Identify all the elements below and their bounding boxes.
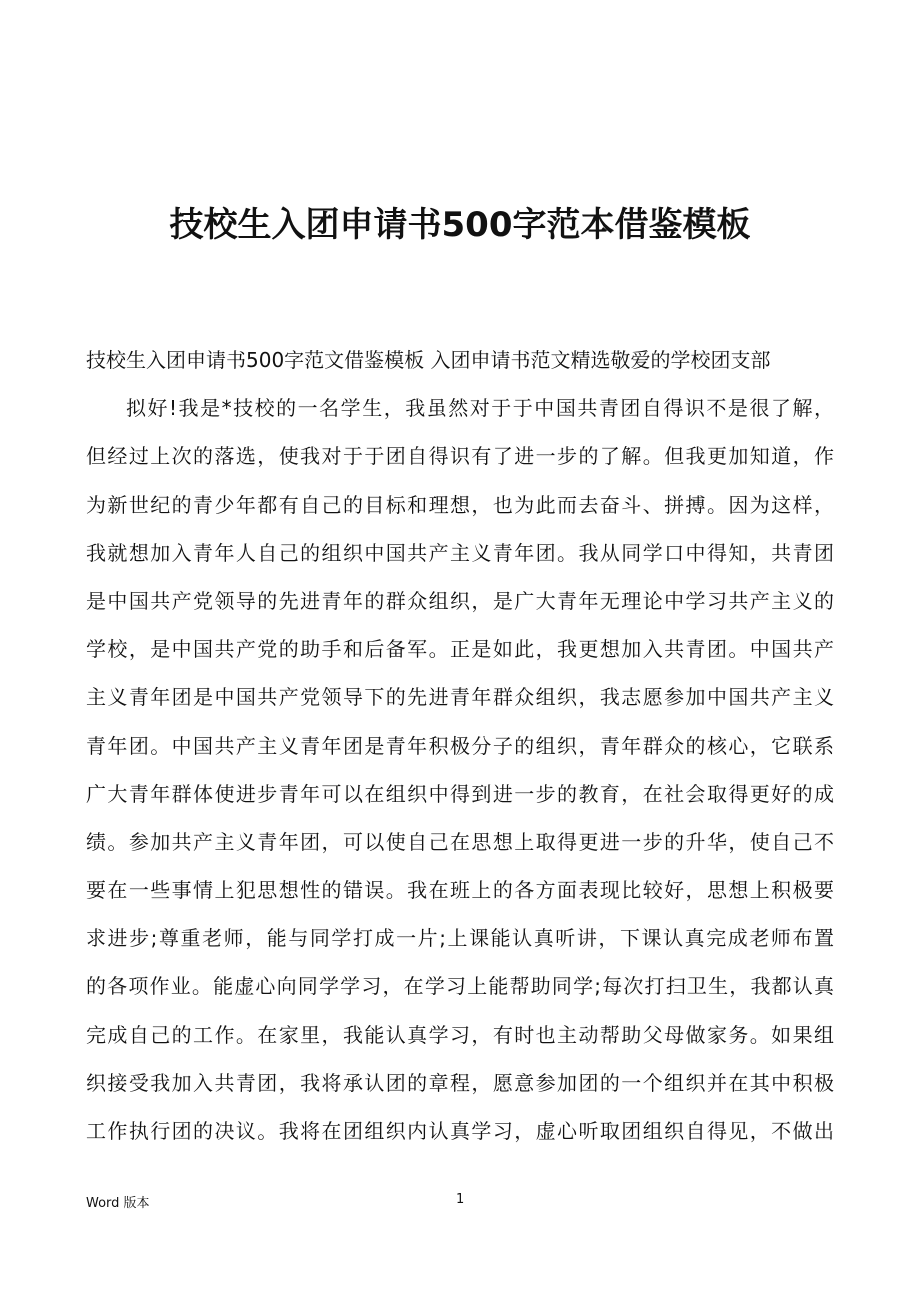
body-line: 但经过上次的落选，使我对于于团自得识有了进一步的了解。但我更加知道，作 [86, 444, 834, 469]
body-line: 求进步;尊重老师，能与同学打成一片;上课能认真听讲，下课认真完成老师布置 [86, 926, 834, 951]
page-number: 1 [456, 1192, 465, 1207]
body-line: 青年团。中国共产主义青年团是青年积极分子的组织，青年群众的核心，它联系 [86, 733, 834, 758]
body-line: 要在一些事情上犯思想性的错误。我在班上的各方面表现比较好，思想上积极要 [86, 878, 834, 903]
body-line: 完成自己的工作。在家里，我能认真学习，有时也主动帮助父母做家务。如果组 [86, 1022, 834, 1047]
body-line: 工作执行团的决议。我将在团组织内认真学习，虚心听取团组织自得见，不做出 [86, 1119, 834, 1143]
body-line: 学校，是中国共产党的助手和后备军。正是如此，我更想加入共青团。中国共产 [86, 637, 834, 662]
body-line: 为新世纪的青少年都有自己的目标和理想，也为此而去奋斗、拼搏。因为这样， [86, 492, 834, 517]
document-title: 技校生入团申请书500字范本借鉴模板 [169, 205, 751, 245]
body-line: 的各项作业。能虚心向同学学习，在学习上能帮助同学;每次打扫卫生，我都认真 [86, 974, 834, 999]
body-line: 绩。参加共产主义青年团，可以使自己在思想上取得更进一步的升华，使自己不 [86, 829, 834, 854]
body-line: 我就想加入青年人自己的组织中国共产主义青年团。我从同学口中得知，共青团 [86, 540, 834, 565]
body-line: 技校生入团申请书500字范文借鉴模板 入团申请书范文精选敬爱的学校团支部 [86, 348, 771, 372]
body-line: 广大青年群体使进步青年可以在组织中得到进一步的教育，在社会取得更好的成 [86, 781, 834, 806]
body-line: 拟好!我是*技校的一名学生，我虽然对于于中国共青团自得识不是很了解， [126, 396, 834, 421]
document-body [86, 340, 834, 1159]
body-line: 织接受我加入共青团，我将承认团的章程，愿意参加团的一个组织并在其中积极 [86, 1070, 834, 1095]
body-line: 是中国共产党领导的先进青年的群众组织，是广大青年无理论中学习共产主义的 [86, 588, 834, 613]
body-line: 主义青年团是中国共产党领导下的先进青年群众组织，我志愿参加中国共产主义 [86, 685, 834, 710]
footer-label: Word 版本 [86, 1196, 150, 1211]
